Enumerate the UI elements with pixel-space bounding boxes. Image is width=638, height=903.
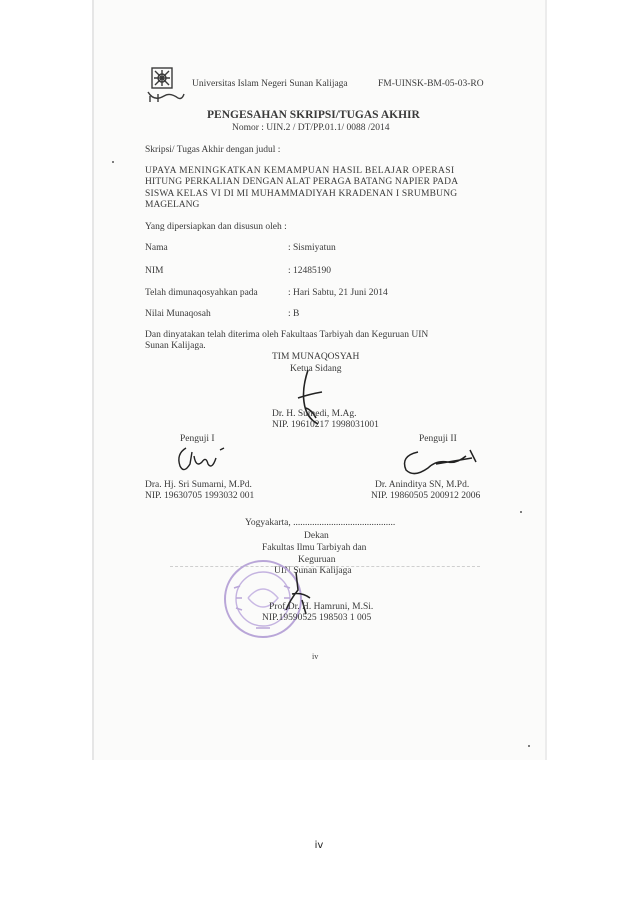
scan-right-edge	[545, 0, 547, 760]
field-value: : B	[288, 309, 300, 319]
field-label: Nilai Munaqosah	[145, 309, 211, 319]
dekan-nip: NIP.19590525 198503 1 005	[262, 613, 372, 623]
penguji1-signature	[172, 444, 232, 480]
dekan-university: UIN Sunan Kalijaga	[274, 566, 352, 576]
penguji2-signature	[396, 446, 486, 480]
document-number: Nomor : UIN.2 / DT/PP.01.1/ 0088 /2014	[232, 123, 390, 133]
penguji1-label: Penguji I	[180, 434, 215, 444]
accepted-statement: Sunan Kalijaga.	[145, 341, 206, 351]
penguji1-nip: NIP. 19630705 1993032 001	[145, 491, 255, 501]
university-name: Universitas Islam Negeri Sunan Kalijaga	[192, 79, 348, 89]
document-title: PENGESAHAN SKRIPSI/TUGAS AKHIR	[207, 109, 420, 121]
dekan-faculty: Fakultas Ilmu Tarbiyah dan	[262, 543, 367, 553]
scan-speck	[112, 161, 114, 163]
penguji2-label: Penguji II	[419, 434, 457, 444]
judul-line: SISWA KELAS VI DI MI MUHAMMADIYAH KRADENAN I SRUMBUNG	[145, 189, 458, 199]
scan-left-edge	[92, 0, 94, 760]
dekan-title: Dekan	[304, 531, 329, 541]
judul-label: Skripsi/ Tugas Akhir dengan judul :	[145, 145, 281, 155]
ketua-label: Ketua Sidang	[290, 364, 342, 374]
field-value: : Hari Sabtu, 21 Juni 2014	[288, 288, 388, 298]
form-code: FM-UINSK-BM-05-03-RO	[378, 79, 484, 89]
field-value: : Sismiyatun	[288, 243, 336, 253]
ketua-nip: NIP. 19610217 1998031001	[272, 420, 379, 430]
page-number: iv	[314, 840, 324, 851]
judul-line: UPAYA MENINGKATKAN KEMAMPUAN HASIL BELAJAR OPERASI	[145, 166, 455, 176]
field-label: Telah dimunaqosyahkan pada	[145, 288, 258, 298]
judul-line: MAGELANG	[145, 200, 200, 210]
penguji1-name: Dra. Hj. Sri Sumarni, M.Pd.	[145, 480, 252, 490]
scan-speck	[520, 511, 522, 513]
judul-line: HITUNG PERKALIAN DENGAN ALAT PERAGA BATANG NAPIER PADA	[145, 177, 459, 187]
penguji2-nip: NIP. 19860505 200912 2006	[371, 491, 481, 501]
penguji2-name: Dr. Aninditya SN, M.Pd.	[375, 480, 470, 490]
inner-page-number: iv	[312, 652, 319, 661]
scan-speck	[528, 745, 530, 747]
field-label: Nama	[145, 243, 168, 253]
accepted-statement: Dan dinyatakan telah diterima oleh Fakultaas Tarbiyah dan Keguruan UIN	[145, 330, 429, 340]
tim-munaqosyah: TIM MUNAQOSYAH	[272, 352, 360, 362]
university-logo-icon	[144, 66, 188, 104]
dekan-name: Prof.Dr. H. Hamruni, M.Si.	[269, 602, 374, 612]
field-label: NIM	[145, 266, 164, 276]
dekan-faculty: Keguruan	[298, 555, 336, 565]
field-value: : 12485190	[288, 266, 332, 276]
place-date: Yogyakarta, ...........................................	[245, 518, 396, 528]
prepared-by-label: Yang dipersiapkan dan disusun oleh :	[145, 222, 287, 232]
ketua-name: Dr. H. Sumedi, M.Ag.	[272, 409, 357, 419]
